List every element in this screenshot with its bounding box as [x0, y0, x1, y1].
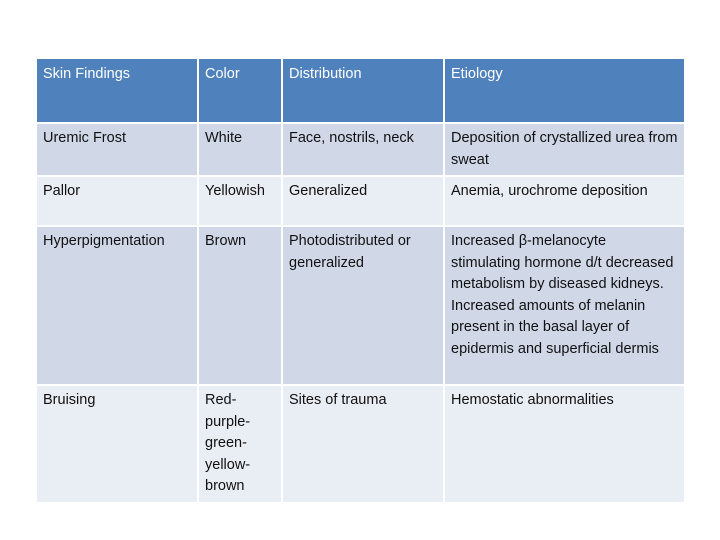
cell-skin-finding: Uremic Frost — [37, 124, 199, 177]
table-row — [37, 386, 684, 502]
table-header-row — [37, 59, 684, 124]
header-etiology: Etiology — [445, 59, 684, 124]
cell-skin-finding: Bruising — [37, 386, 199, 502]
cell-skin-finding: Pallor — [37, 177, 199, 227]
header-skin-findings: Skin Findings — [37, 59, 199, 124]
cell-distribution: Generalized — [283, 177, 445, 227]
header-color: Color — [199, 59, 283, 124]
cell-distribution: Sites of trauma — [283, 386, 445, 502]
cell-etiology: Hemostatic abnormalities — [445, 386, 684, 502]
cell-color: White — [199, 124, 283, 177]
skin-findings-table — [37, 59, 684, 502]
cell-color: Yellowish — [199, 177, 283, 227]
header-distribution: Distribution — [283, 59, 445, 124]
cell-skin-finding: Hyperpigmentation — [37, 227, 199, 386]
cell-distribution: Face, nostrils, neck — [283, 124, 445, 177]
cell-distribution: Photodistributed or generalized — [283, 227, 445, 386]
table-row — [37, 177, 684, 227]
cell-color: Red-purple-green-yellow-brown — [199, 386, 283, 502]
cell-color: Brown — [199, 227, 283, 386]
table-row — [37, 124, 684, 177]
cell-etiology: Anemia, urochrome deposition — [445, 177, 684, 227]
table-row — [37, 227, 684, 386]
cell-etiology: Increased β-melanocyte stimulating hormone d/t decreased metabolism by diseased kidneys. Increased amounts of melanin present in the basal layer of epidermis and superficial dermis — [445, 227, 684, 386]
cell-etiology: Deposition of crystallized urea from sweat — [445, 124, 684, 177]
